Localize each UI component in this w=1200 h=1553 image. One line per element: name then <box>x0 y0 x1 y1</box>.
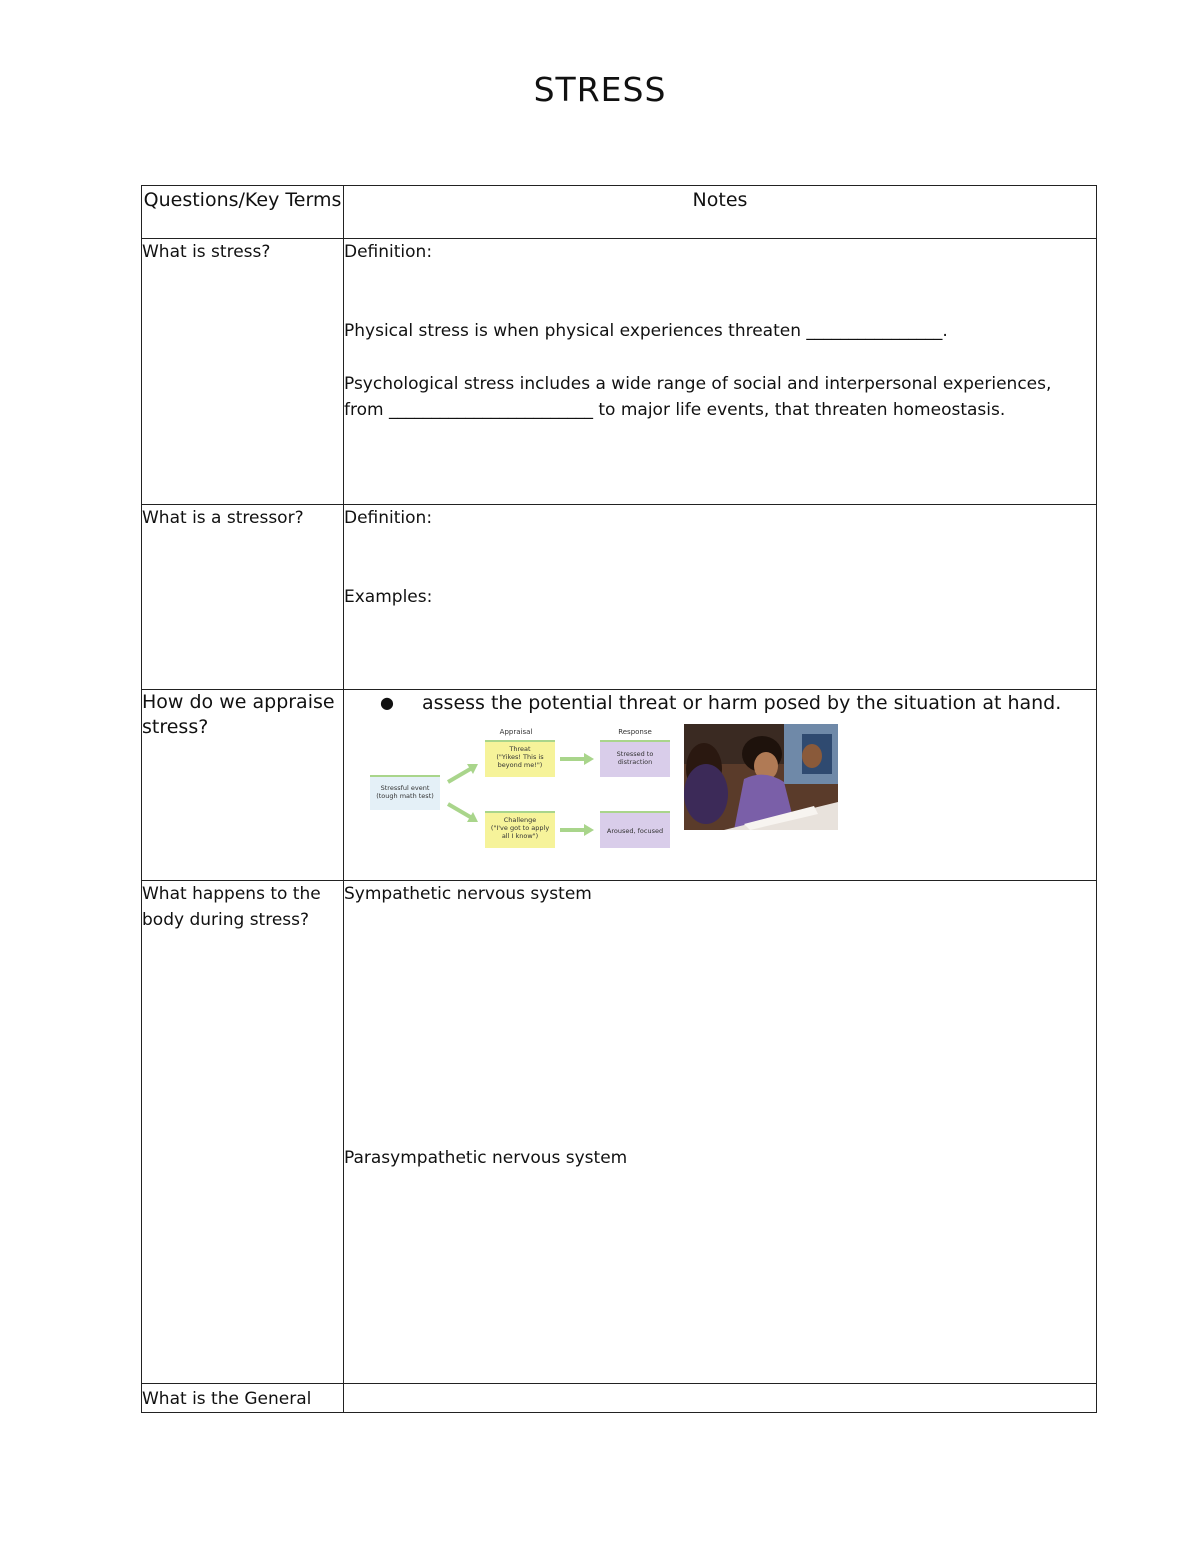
question-what-is-stressor: What is a stressor? <box>142 508 304 528</box>
question-cell <box>142 505 344 690</box>
event-line-2: (tough math test) <box>376 792 434 800</box>
table-header-row <box>142 186 1097 239</box>
examples-label: Examples: <box>344 587 433 607</box>
notes-cell <box>344 505 1097 690</box>
event-line-1: Stressful event <box>380 784 430 792</box>
question-cell <box>142 690 344 881</box>
appraisal-bullet-text: assess the potential threat or harm posed by the situation at hand. <box>422 692 1062 714</box>
notes-cell <box>344 881 1097 1384</box>
table-row <box>142 881 1097 1384</box>
threat-response-line-2: distraction <box>617 758 653 766</box>
challenge-response-text: Aroused, focused <box>606 827 664 835</box>
response-label: Response <box>618 728 652 736</box>
threat-line-3: beyond me!") <box>497 761 543 769</box>
page-title: STRESS <box>533 70 667 109</box>
appraisal-diagram <box>364 720 674 850</box>
notes-cell <box>344 239 1097 505</box>
header-notes: Notes <box>344 186 1097 239</box>
table-row <box>142 505 1097 690</box>
challenge-line-2: ("I've got to apply <box>490 824 550 832</box>
question-appraise-stress: How do we appraise stress? <box>142 691 335 738</box>
students-test-photo <box>684 724 838 830</box>
question-body-during-stress: What happens to the body during stress? <box>142 884 321 930</box>
figure-row <box>344 680 1096 840</box>
psychological-stress-text-1: Psychological stress includes a wide range of social and interpersonal experiences, <box>344 374 1052 394</box>
threat-response-line-1: Stressed to <box>616 750 654 758</box>
question-what-is-stress: What is stress? <box>142 242 271 262</box>
table-row <box>142 690 1097 881</box>
threat-line-1: Threat <box>509 745 531 753</box>
question-cell <box>142 1384 344 1413</box>
definition-label: Definition: <box>344 242 433 262</box>
psychological-stress-text-2: from ________________________ to major life events, that threaten homeostasis. <box>344 400 1006 420</box>
notes-table <box>141 185 1097 1413</box>
notes-cell <box>344 690 1097 881</box>
question-cell <box>142 881 344 1384</box>
question-general: What is the General <box>142 1389 312 1409</box>
table-row <box>142 1384 1097 1413</box>
notes-cell <box>344 1384 1097 1413</box>
appraisal-label: Appraisal <box>499 728 533 736</box>
physical-stress-text: Physical stress is when physical experiences threaten ________________. <box>344 321 948 341</box>
bullet-icon: ● <box>380 693 394 712</box>
challenge-line-3: all I know") <box>501 832 539 840</box>
definition-label: Definition: <box>344 508 433 528</box>
threat-line-2: ("Yikes! This is <box>496 753 544 761</box>
parasympathetic-label: Parasympathetic nervous system <box>344 1148 628 1168</box>
sympathetic-label: Sympathetic nervous system <box>344 884 592 904</box>
table-row <box>142 239 1097 505</box>
header-questions: Questions/Key Terms <box>142 186 344 239</box>
question-cell <box>142 239 344 505</box>
challenge-line-1: Challenge <box>503 816 537 824</box>
